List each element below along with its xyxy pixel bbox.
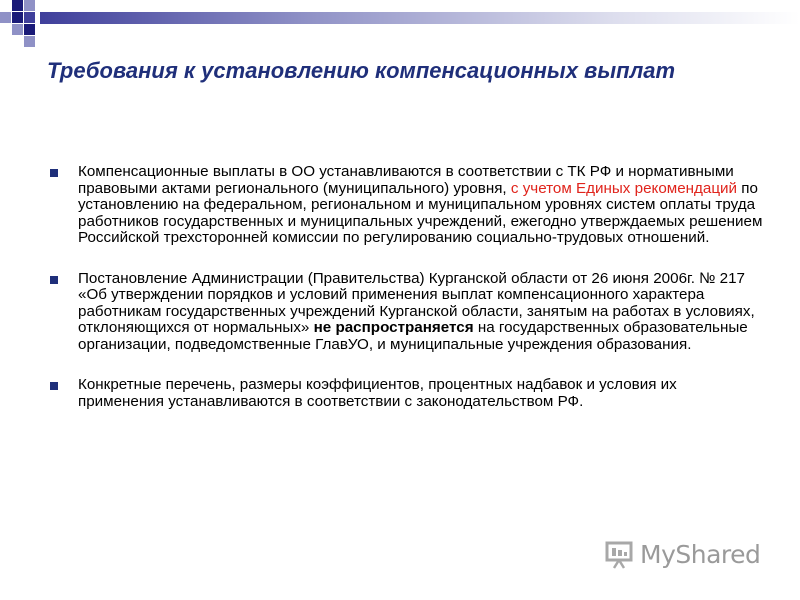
deco-square — [24, 36, 35, 47]
paragraph-text: Конкретные перечень, размеры коэффициентов, процентных надбавок и условия их применения устанавливаются в соответствии с законодательством РФ. — [78, 376, 677, 410]
header-decoration — [0, 0, 800, 60]
deco-square — [24, 0, 35, 11]
deco-square — [12, 0, 23, 11]
square-bullet-icon — [50, 276, 58, 284]
bullet-list — [48, 164, 763, 434]
presentation-board-icon — [604, 539, 634, 569]
highlighted-text: с учетом Единых рекомендаций — [510, 179, 738, 197]
list-item — [48, 377, 763, 410]
watermark — [604, 536, 774, 572]
paragraph-text: Компенсационные выплаты в ОО устанавливаются в соответствии с ТК РФ и нормативными правовыми актами регионального (муниципального) уровня, — [78, 163, 734, 197]
header-gradient-band — [40, 12, 800, 24]
paragraph-text: Постановление Администрации (Правительства) Курганской области от 26 июня 2006г. № 217 «Об утверждении порядков и условий применения выплат компенсационного характера работникам государственных учреждений Курганской области, занятым на работах в условиях, отклоняющихся от нормальных» — [78, 269, 755, 336]
slide-title: Требования к установлению компенсационных выплат — [47, 58, 676, 83]
bold-text: не распространяется — [313, 319, 474, 336]
square-bullet-icon — [50, 382, 58, 390]
deco-square — [12, 24, 23, 35]
watermark-text: MyShared — [640, 539, 761, 569]
paragraph-text: по установлению на федеральном, региональном и муниципальном уровнях систем оплаты труда работников государственных и муниципальных учреждений, ежегодно утверждаемых решением Российской трехсторонней комиссии по регулированию социально-трудовых отношений. — [78, 179, 763, 246]
deco-square — [24, 12, 35, 23]
paragraph-text: на государственных образовательные организации, подведомственные ГлавУО, и муниципальные учреждения образования. — [78, 319, 748, 353]
list-item — [48, 271, 763, 354]
list-item — [48, 164, 763, 247]
deco-square — [12, 12, 23, 23]
square-bullet-icon — [50, 169, 58, 177]
deco-square — [0, 12, 11, 23]
deco-square — [24, 24, 35, 35]
